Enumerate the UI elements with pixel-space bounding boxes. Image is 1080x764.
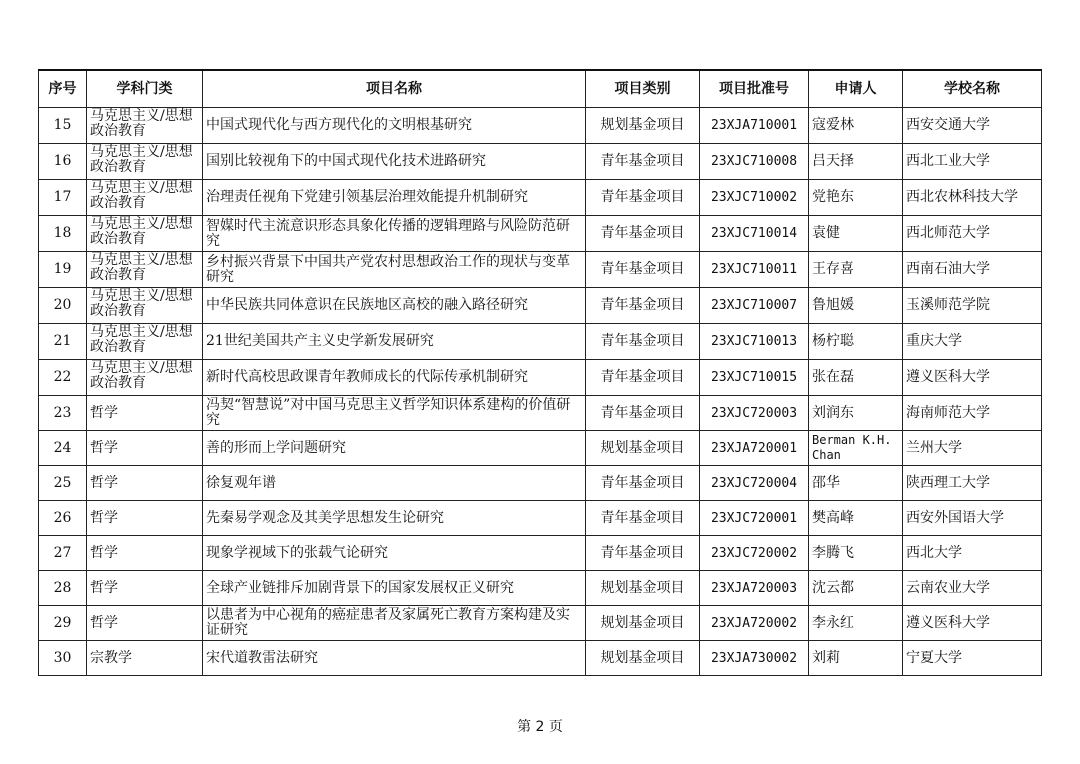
cell-category: 规划基金项目 (586, 641, 700, 676)
cell-no: 28 (39, 571, 87, 606)
table-row (39, 144, 1042, 180)
cell-title: 先秦易学观念及其美学思想发生论研究 (203, 501, 586, 536)
cell-school: 西北工业大学 (903, 144, 1042, 180)
cell-title: 乡村振兴背景下中国共产党农村思想政治工作的现状与变革研究 (203, 252, 586, 288)
cell-subject: 哲学 (87, 571, 203, 606)
cell-school: 西安外国语大学 (903, 501, 1042, 536)
table-row (39, 288, 1042, 324)
cell-applicant: 刘莉 (809, 641, 903, 676)
cell-no: 15 (39, 108, 87, 144)
cell-applicant: Berman K.H. Chan (809, 431, 903, 466)
cell-category: 青年基金项目 (586, 360, 700, 396)
table-row (39, 606, 1042, 641)
cell-applicant: 李永红 (809, 606, 903, 641)
cell-category: 青年基金项目 (586, 216, 700, 252)
cell-code: 23XJC710013 (700, 324, 809, 360)
cell-no: 27 (39, 536, 87, 571)
cell-applicant: 鲁旭媛 (809, 288, 903, 324)
cell-code: 23XJA730002 (700, 641, 809, 676)
cell-title: 现象学视域下的张载气论研究 (203, 536, 586, 571)
cell-subject: 马克思主义/思想政治教育 (87, 108, 203, 144)
cell-title: 中华民族共同体意识在民族地区高校的融入路径研究 (203, 288, 586, 324)
table-row (39, 501, 1042, 536)
cell-title: 冯契“智慧说”对中国马克思主义哲学知识体系建构的价值研究 (203, 396, 586, 431)
cell-subject: 哲学 (87, 396, 203, 431)
cell-code: 23XJC710015 (700, 360, 809, 396)
cell-school: 宁夏大学 (903, 641, 1042, 676)
cell-title: 新时代高校思政课青年教师成长的代际传承机制研究 (203, 360, 586, 396)
cell-code: 23XJC720004 (700, 466, 809, 501)
cell-school: 西北大学 (903, 536, 1042, 571)
header-title: 项目名称 (203, 70, 586, 108)
cell-no: 17 (39, 180, 87, 216)
cell-category: 规划基金项目 (586, 606, 700, 641)
table-row (39, 324, 1042, 360)
cell-school: 西南石油大学 (903, 252, 1042, 288)
header-school: 学校名称 (903, 70, 1042, 108)
cell-school: 遵义医科大学 (903, 360, 1042, 396)
table-header-row (39, 70, 1042, 108)
cell-school: 西安交通大学 (903, 108, 1042, 144)
cell-no: 24 (39, 431, 87, 466)
cell-title: 徐复观年谱 (203, 466, 586, 501)
cell-title: 以患者为中心视角的癌症患者及家属死亡教育方案构建及实证研究 (203, 606, 586, 641)
table-row (39, 396, 1042, 431)
cell-no: 26 (39, 501, 87, 536)
cell-title: 治理责任视角下党建引领基层治理效能提升机制研究 (203, 180, 586, 216)
cell-category: 青年基金项目 (586, 396, 700, 431)
cell-subject: 马克思主义/思想政治教育 (87, 216, 203, 252)
cell-title: 国别比较视角下的中国式现代化技术进路研究 (203, 144, 586, 180)
table-row (39, 216, 1042, 252)
cell-category: 规划基金项目 (586, 571, 700, 606)
cell-subject: 宗教学 (87, 641, 203, 676)
header-code: 项目批准号 (700, 70, 809, 108)
cell-title: 宋代道教雷法研究 (203, 641, 586, 676)
cell-no: 29 (39, 606, 87, 641)
cell-title: 21世纪美国共产主义史学新发展研究 (203, 324, 586, 360)
cell-applicant: 寇爱林 (809, 108, 903, 144)
cell-category: 青年基金项目 (586, 144, 700, 180)
cell-subject: 马克思主义/思想政治教育 (87, 252, 203, 288)
table-row (39, 252, 1042, 288)
cell-no: 22 (39, 360, 87, 396)
cell-no: 23 (39, 396, 87, 431)
cell-code: 23XJC710008 (700, 144, 809, 180)
cell-title: 智媒时代主流意识形态具象化传播的逻辑理路与风险防范研究 (203, 216, 586, 252)
cell-applicant: 刘润东 (809, 396, 903, 431)
cell-subject: 马克思主义/思想政治教育 (87, 360, 203, 396)
cell-subject: 马克思主义/思想政治教育 (87, 180, 203, 216)
cell-applicant: 邵华 (809, 466, 903, 501)
header-subject: 学科门类 (87, 70, 203, 108)
table-row (39, 360, 1042, 396)
cell-subject: 哲学 (87, 431, 203, 466)
cell-category: 青年基金项目 (586, 324, 700, 360)
table-body (39, 108, 1042, 676)
cell-applicant: 党艳东 (809, 180, 903, 216)
table-row (39, 180, 1042, 216)
cell-category: 青年基金项目 (586, 288, 700, 324)
cell-title: 全球产业链排斥加剧背景下的国家发展权正义研究 (203, 571, 586, 606)
cell-category: 青年基金项目 (586, 180, 700, 216)
cell-school: 西北农林科技大学 (903, 180, 1042, 216)
cell-school: 云南农业大学 (903, 571, 1042, 606)
cell-no: 30 (39, 641, 87, 676)
cell-applicant: 张在磊 (809, 360, 903, 396)
cell-subject: 哲学 (87, 536, 203, 571)
cell-school: 西北师范大学 (903, 216, 1042, 252)
cell-applicant: 沈云都 (809, 571, 903, 606)
cell-code: 23XJA720002 (700, 606, 809, 641)
cell-subject: 马克思主义/思想政治教育 (87, 288, 203, 324)
cell-applicant: 袁健 (809, 216, 903, 252)
cell-code: 23XJC720003 (700, 396, 809, 431)
cell-code: 23XJA720001 (700, 431, 809, 466)
table-row (39, 108, 1042, 144)
cell-subject: 马克思主义/思想政治教育 (87, 324, 203, 360)
cell-school: 陕西理工大学 (903, 466, 1042, 501)
cell-code: 23XJC720001 (700, 501, 809, 536)
table-row (39, 431, 1042, 466)
cell-applicant: 杨柠聪 (809, 324, 903, 360)
cell-subject: 哲学 (87, 501, 203, 536)
table-row (39, 641, 1042, 676)
cell-applicant: 王存喜 (809, 252, 903, 288)
cell-school: 海南师范大学 (903, 396, 1042, 431)
cell-category: 青年基金项目 (586, 501, 700, 536)
cell-no: 19 (39, 252, 87, 288)
cell-title: 中国式现代化与西方现代化的文明根基研究 (203, 108, 586, 144)
cell-school: 玉溪师范学院 (903, 288, 1042, 324)
cell-applicant: 吕天择 (809, 144, 903, 180)
cell-code: 23XJC710011 (700, 252, 809, 288)
header-no: 序号 (39, 70, 87, 108)
cell-category: 青年基金项目 (586, 536, 700, 571)
cell-school: 遵义医科大学 (903, 606, 1042, 641)
cell-applicant: 樊高峰 (809, 501, 903, 536)
cell-title: 善的形而上学问题研究 (203, 431, 586, 466)
cell-code: 23XJC710007 (700, 288, 809, 324)
cell-category: 规划基金项目 (586, 108, 700, 144)
cell-subject: 哲学 (87, 606, 203, 641)
header-category: 项目类别 (586, 70, 700, 108)
page-number: 第 2 页 (517, 719, 563, 735)
cell-code: 23XJC710002 (700, 180, 809, 216)
table-row (39, 571, 1042, 606)
cell-no: 16 (39, 144, 87, 180)
cell-school: 兰州大学 (903, 431, 1042, 466)
table-row (39, 466, 1042, 501)
project-table (38, 69, 1042, 676)
cell-code: 23XJA720003 (700, 571, 809, 606)
cell-code: 23XJC710014 (700, 216, 809, 252)
cell-category: 规划基金项目 (586, 431, 700, 466)
cell-applicant: 李腾飞 (809, 536, 903, 571)
table-row (39, 536, 1042, 571)
cell-no: 18 (39, 216, 87, 252)
cell-code: 23XJA710001 (700, 108, 809, 144)
cell-code: 23XJC720002 (700, 536, 809, 571)
cell-no: 20 (39, 288, 87, 324)
cell-school: 重庆大学 (903, 324, 1042, 360)
cell-no: 21 (39, 324, 87, 360)
cell-category: 青年基金项目 (586, 252, 700, 288)
cell-subject: 马克思主义/思想政治教育 (87, 144, 203, 180)
header-applicant: 申请人 (809, 70, 903, 108)
cell-no: 25 (39, 466, 87, 501)
cell-subject: 哲学 (87, 466, 203, 501)
cell-category: 青年基金项目 (586, 466, 700, 501)
